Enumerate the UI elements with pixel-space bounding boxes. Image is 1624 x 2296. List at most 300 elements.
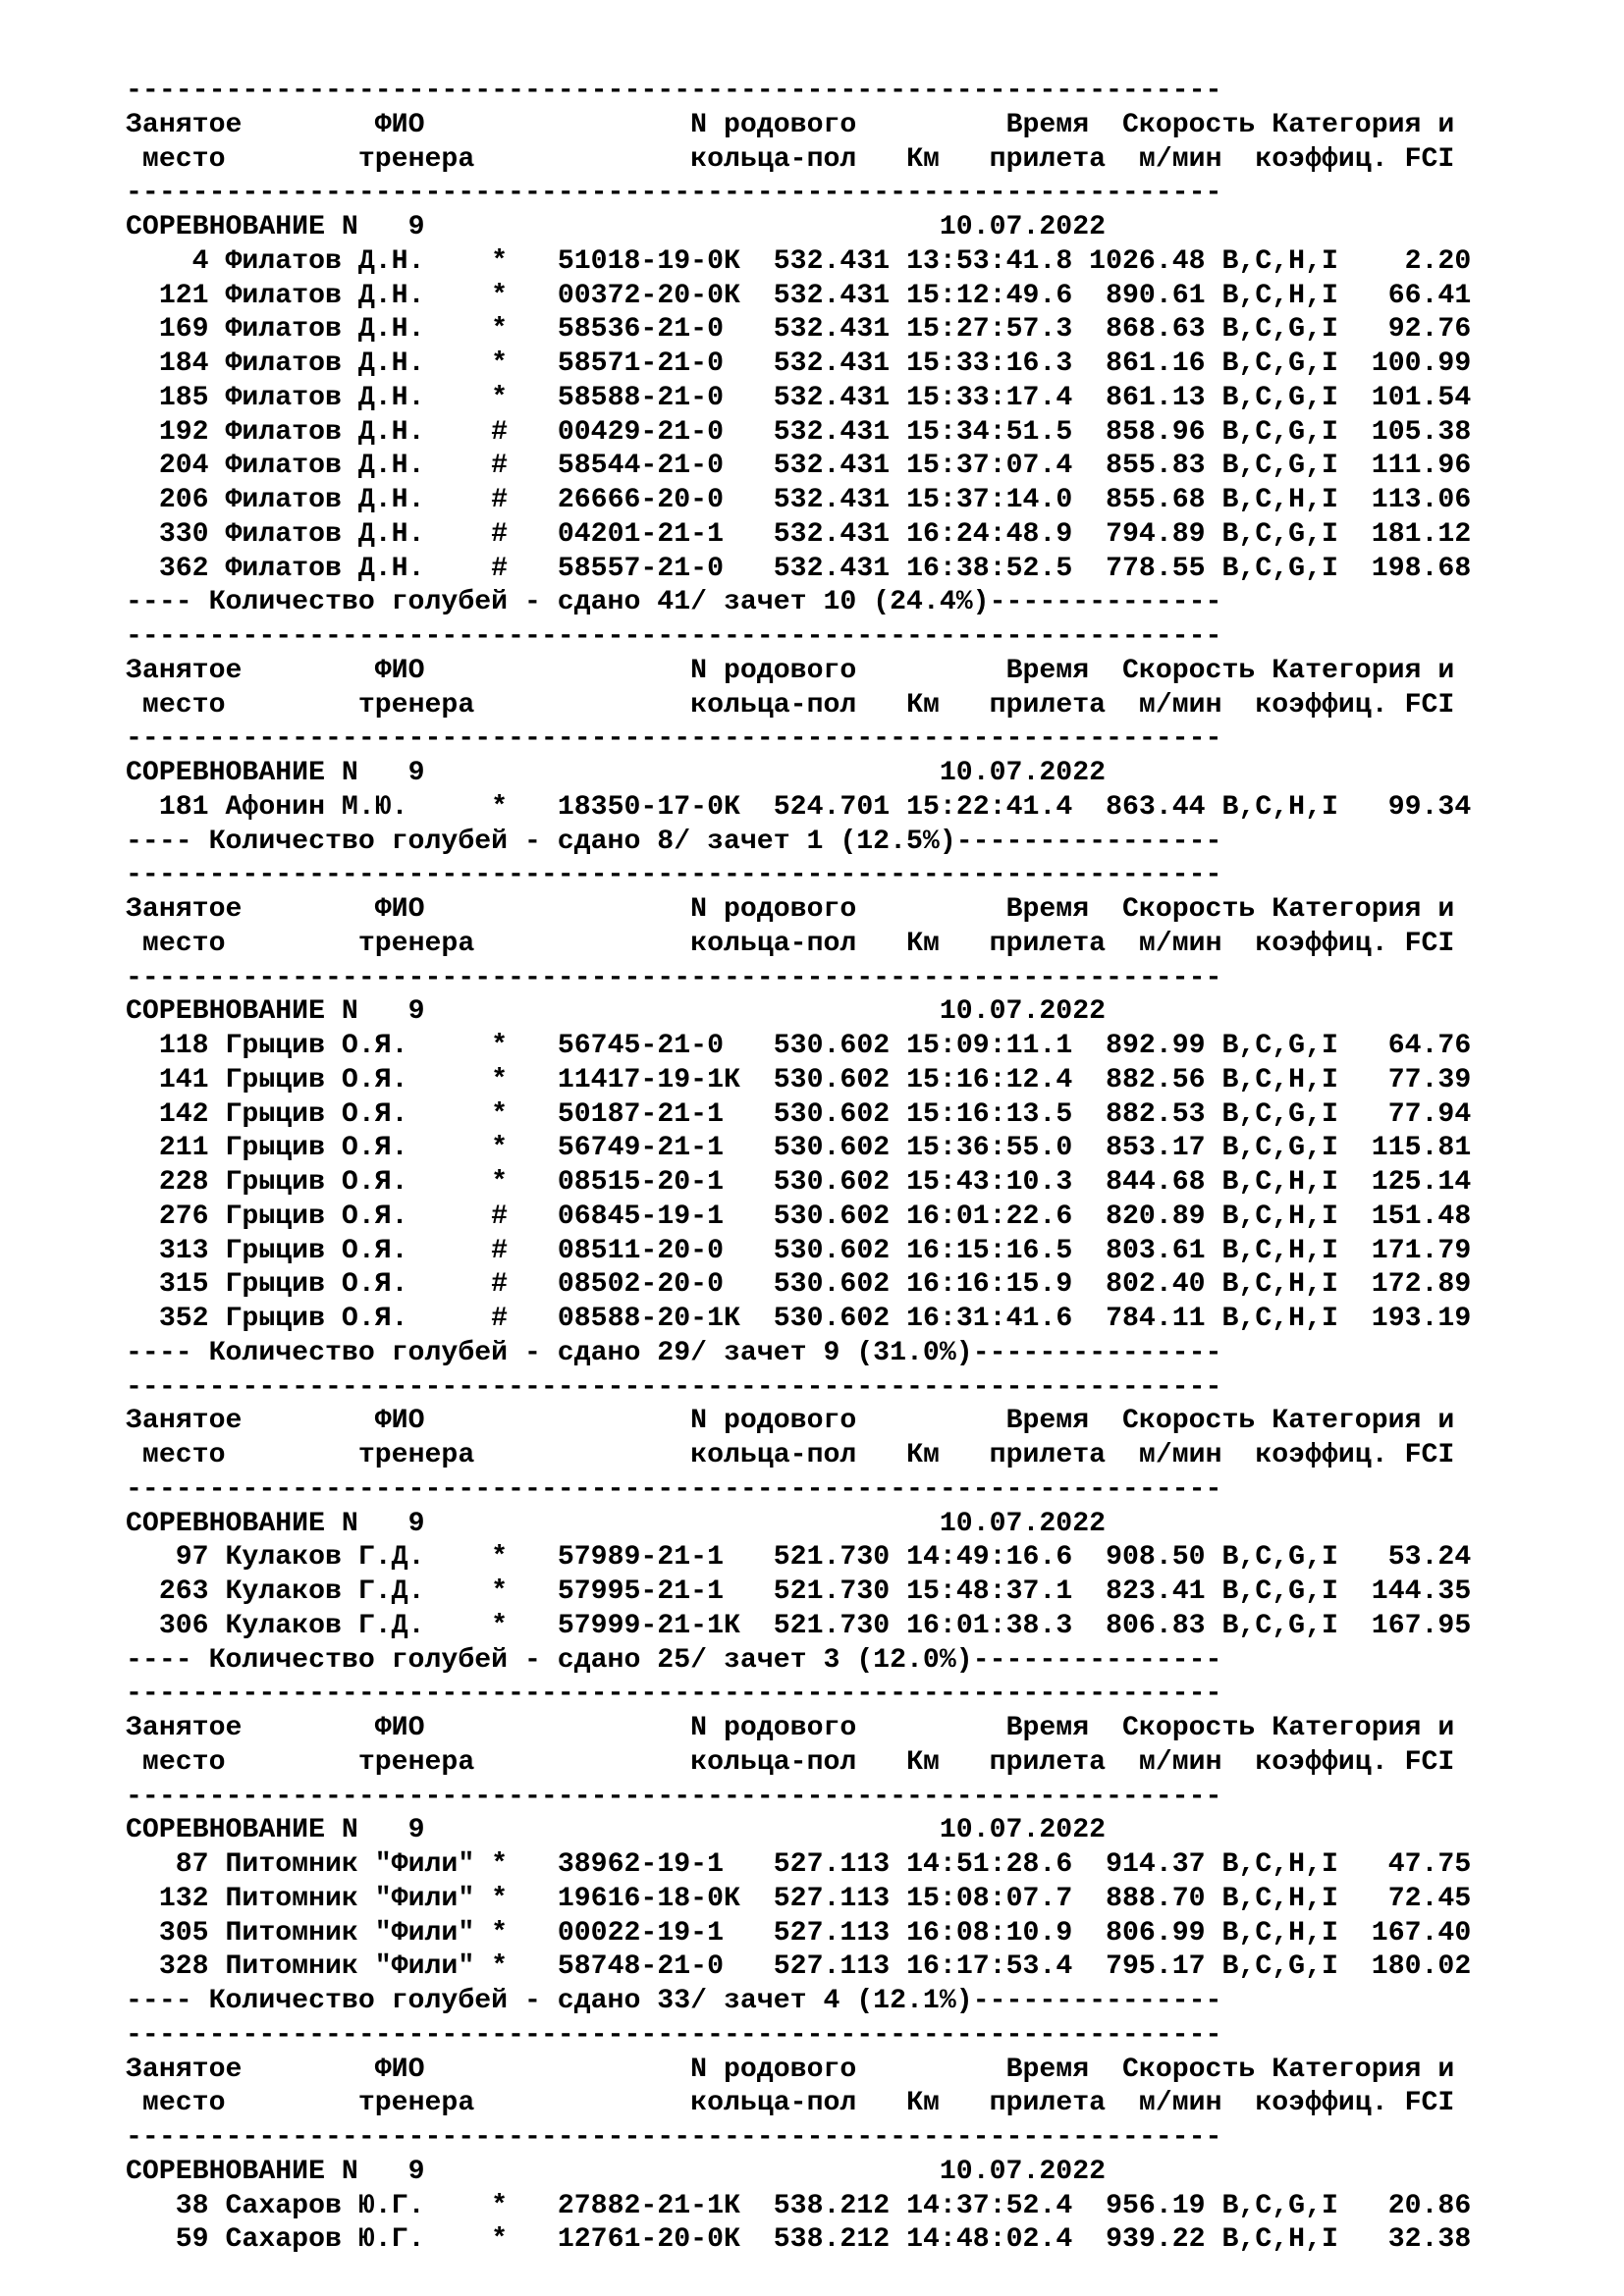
result-fci: 111.96 — [1354, 451, 1472, 482]
header-category: Категория и — [1272, 1406, 1455, 1437]
result-km: 530.602 — [773, 1031, 891, 1061]
header-category-2: коэффиц. — [1255, 143, 1388, 175]
result-category: B,C,H,I — [1221, 1304, 1338, 1334]
result-km: 532.431 — [773, 382, 891, 413]
result-time: 14:49:16.6 — [906, 1542, 1073, 1574]
result-place: 263 — [126, 1576, 209, 1607]
header-time-2: прилета — [989, 143, 1107, 175]
result-speed: 914.37 — [1089, 1849, 1206, 1880]
result-ring: 51018-19-0К — [557, 245, 740, 277]
result-category: B,C,G,I — [1221, 416, 1338, 448]
result-km: 527.113 — [773, 1883, 891, 1914]
result-trainer: Филатов Д.Н. — [225, 280, 492, 311]
result-time: 15:08:07.7 — [906, 1883, 1073, 1914]
result-category: B,C,G,I — [1221, 1576, 1338, 1607]
result-fci: 125.14 — [1354, 1167, 1472, 1198]
header-category-2: коэффиц. — [1255, 1746, 1388, 1778]
result-place: 204 — [126, 451, 209, 482]
column-header-row-2 — [126, 689, 1598, 723]
result-trainer: Филатов Д.Н. — [225, 314, 492, 346]
header-fci: FCI — [1404, 143, 1455, 175]
result-category: B,C,G,I — [1221, 2190, 1338, 2221]
result-speed: 863.44 — [1089, 791, 1206, 823]
separator-line: ------------------------------------------------------------------ — [126, 178, 1222, 209]
competition-number: 9 — [407, 1508, 425, 1539]
result-mark: * — [491, 1883, 509, 1914]
result-category: B,C,G,I — [1221, 1031, 1338, 1061]
result-mark: * — [491, 1951, 509, 1983]
result-row — [126, 450, 1598, 484]
result-mark: * — [491, 1167, 509, 1198]
header-place-2: место — [141, 1440, 226, 1470]
separator-line: ------------------------------------------------------------------ — [126, 1781, 1222, 1812]
result-fci: 77.39 — [1354, 1064, 1472, 1095]
column-header-row-1 — [126, 109, 1598, 143]
result-fci: 171.79 — [1354, 1235, 1472, 1266]
result-place: 330 — [126, 518, 209, 550]
result-speed: 802.40 — [1089, 1269, 1206, 1301]
header-fio-2: тренера — [357, 928, 475, 959]
summary-prefix: ---- Количество голубей - — [126, 826, 558, 857]
result-trainer: Питомник "Фили" — [225, 1917, 492, 1949]
result-category: B,C,H,I — [1221, 2224, 1338, 2256]
result-time: 15:16:13.5 — [906, 1098, 1073, 1130]
header-time-2: прилета — [989, 1440, 1107, 1470]
result-category: B,C,H,I — [1221, 485, 1338, 515]
result-speed: 858.96 — [1089, 416, 1206, 448]
result-fci: 47.75 — [1354, 1849, 1472, 1880]
header-time: Время — [1005, 2054, 1090, 2085]
result-trainer: Грыцив О.Я. — [225, 1304, 492, 1334]
result-row — [126, 416, 1598, 451]
summary-counts: сдано 41/ зачет 10 (24.4%) — [557, 587, 990, 618]
result-speed: 882.53 — [1089, 1098, 1206, 1130]
result-km: 532.431 — [773, 416, 891, 448]
result-speed: 939.22 — [1089, 2224, 1206, 2256]
header-time-2: прилета — [989, 689, 1107, 721]
result-fci: 167.40 — [1354, 1917, 1472, 1949]
result-trainer: Питомник "Фили" — [225, 1883, 492, 1914]
result-km: 530.602 — [773, 1133, 891, 1164]
result-fci: 77.94 — [1354, 1098, 1472, 1130]
result-time: 14:51:28.6 — [906, 1849, 1073, 1880]
result-trainer: Грыцив О.Я. — [225, 1064, 492, 1095]
summary-line — [126, 1985, 1598, 2019]
header-place: Занятое — [126, 109, 243, 140]
header-km: Км — [906, 1746, 940, 1778]
result-category: B,C,H,I — [1221, 791, 1338, 823]
result-row — [126, 1268, 1598, 1303]
result-trainer: Грыцив О.Я. — [225, 1031, 492, 1061]
competition-line — [126, 211, 1598, 245]
result-place: 305 — [126, 1917, 209, 1949]
separator-line: ------------------------------------------------------------------ — [126, 723, 1222, 755]
header-fci: FCI — [1404, 1746, 1455, 1778]
result-fci: 32.38 — [1354, 2224, 1472, 2256]
header-fio: ФИО — [374, 1406, 425, 1437]
result-speed: 892.99 — [1089, 1031, 1206, 1061]
result-time: 15:37:07.4 — [906, 451, 1073, 482]
header-category-2: коэффиц. — [1255, 2088, 1388, 2119]
result-speed: 806.83 — [1089, 1610, 1206, 1641]
result-fci: 72.45 — [1354, 1883, 1472, 1914]
header-ring: N родового — [690, 1713, 857, 1743]
result-ring: 58544-21-0 — [557, 451, 740, 482]
result-time: 16:16:15.9 — [906, 1269, 1073, 1301]
result-speed: 820.89 — [1089, 1201, 1206, 1232]
summary-counts: сдано 29/ зачет 9 (31.0%) — [557, 1337, 973, 1368]
result-time: 15:43:10.3 — [906, 1167, 1073, 1198]
result-time: 16:01:22.6 — [906, 1201, 1073, 1232]
competition-label: СОРЕВНОВАНИЕ N — [126, 2156, 358, 2187]
result-speed: 855.83 — [1089, 451, 1206, 482]
result-category: B,C,G,I — [1221, 451, 1338, 482]
summary-dashes: ---------------- — [955, 826, 1222, 857]
header-fci: FCI — [1404, 1440, 1455, 1470]
header-speed-2: м/мин — [1138, 2088, 1222, 2119]
result-km: 530.602 — [773, 1304, 891, 1334]
result-speed: 868.63 — [1089, 314, 1206, 346]
result-trainer: Сахаров Ю.Г. — [225, 2190, 492, 2221]
result-km: 532.431 — [773, 451, 891, 482]
result-ring: 18350-17-0К — [557, 791, 740, 823]
result-km: 532.431 — [773, 245, 891, 277]
header-ring-2: кольца-пол — [690, 1746, 857, 1778]
summary-line — [126, 1644, 1598, 1679]
result-speed: 853.17 — [1089, 1133, 1206, 1164]
result-time: 16:15:16.5 — [906, 1235, 1073, 1266]
result-speed: 956.19 — [1089, 2190, 1206, 2221]
separator-line: ------------------------------------------------------------------ — [126, 1679, 1222, 1710]
result-mark: * — [491, 1849, 509, 1880]
result-category: B,C,H,I — [1221, 1883, 1338, 1914]
result-category: B,C,H,I — [1221, 1167, 1338, 1198]
result-time: 15:27:57.3 — [906, 314, 1073, 346]
result-category: B,C,H,I — [1221, 1849, 1338, 1880]
result-time: 16:08:10.9 — [906, 1917, 1073, 1949]
result-trainer: Филатов Д.Н. — [225, 348, 492, 379]
summary-prefix: ---- Количество голубей - — [126, 1337, 558, 1368]
result-km: 532.431 — [773, 314, 891, 346]
header-speed: Скорость — [1121, 2054, 1256, 2085]
header-fio: ФИО — [374, 1713, 425, 1743]
separator-line: ------------------------------------------------------------------ — [126, 2122, 1222, 2153]
result-fci: 193.19 — [1354, 1304, 1472, 1334]
result-fci: 64.76 — [1354, 1031, 1472, 1061]
header-fio: ФИО — [374, 894, 425, 925]
result-speed: 861.16 — [1089, 348, 1206, 379]
result-km: 530.602 — [773, 1269, 891, 1301]
result-time: 15:34:51.5 — [906, 416, 1073, 448]
result-ring: 58571-21-0 — [557, 348, 740, 379]
result-km: 538.212 — [773, 2224, 891, 2256]
result-category: B,C,G,I — [1221, 518, 1338, 550]
result-fci: 113.06 — [1354, 485, 1472, 515]
competition-number: 9 — [407, 758, 425, 788]
result-mark: * — [491, 348, 509, 379]
result-speed: 888.70 — [1089, 1883, 1206, 1914]
summary-line — [126, 586, 1598, 620]
result-ring: 27882-21-1К — [557, 2190, 740, 2221]
result-place: 121 — [126, 280, 209, 311]
result-ring: 56749-21-1 — [557, 1133, 740, 1164]
result-mark: * — [491, 1576, 509, 1607]
result-mark: * — [491, 1917, 509, 1949]
competition-number: 9 — [407, 2156, 425, 2187]
result-category: B,C,H,I — [1221, 1917, 1338, 1949]
header-place-2: место — [141, 1746, 226, 1778]
header-time: Время — [1005, 1713, 1090, 1743]
result-trainer: Грыцив О.Я. — [225, 1167, 492, 1198]
result-category: B,C,G,I — [1221, 1098, 1338, 1130]
result-time: 16:24:48.9 — [906, 518, 1073, 550]
result-trainer: Филатов Д.Н. — [225, 416, 492, 448]
result-km: 532.431 — [773, 348, 891, 379]
result-row — [126, 1883, 1598, 1917]
result-ring: 08502-20-0 — [557, 1269, 740, 1301]
competition-line — [126, 2156, 1598, 2190]
result-place: 118 — [126, 1031, 209, 1061]
result-trainer: Сахаров Ю.Г. — [225, 2224, 492, 2256]
summary-counts: сдано 25/ зачет 3 (12.0%) — [557, 1644, 973, 1676]
result-speed: 806.99 — [1089, 1917, 1206, 1949]
result-ring: 08511-20-0 — [557, 1235, 740, 1266]
competition-line — [126, 1814, 1598, 1848]
results-document — [126, 75, 1598, 2258]
competition-label: СОРЕВНОВАНИЕ N — [126, 996, 358, 1028]
result-row — [126, 518, 1598, 553]
result-km: 527.113 — [773, 1951, 891, 1983]
header-km: Км — [906, 1440, 940, 1470]
result-fci: 66.41 — [1354, 280, 1472, 311]
header-category-2: коэффиц. — [1255, 1440, 1388, 1470]
result-row — [126, 347, 1598, 382]
result-fci: 92.76 — [1354, 314, 1472, 346]
column-header-row-1 — [126, 655, 1598, 689]
result-place: 276 — [126, 1201, 209, 1232]
result-row — [126, 1610, 1598, 1644]
result-mark: # — [491, 451, 509, 482]
header-km: Км — [906, 928, 940, 959]
result-place: 184 — [126, 348, 209, 379]
result-time: 16:01:38.3 — [906, 1610, 1073, 1641]
result-ring: 50187-21-1 — [557, 1098, 740, 1130]
competition-date: 10.07.2022 — [939, 758, 1107, 788]
header-speed-2: м/мин — [1138, 928, 1222, 959]
result-category: B,C,H,I — [1221, 1235, 1338, 1266]
header-fio: ФИО — [374, 109, 425, 140]
header-time-2: прилета — [989, 2088, 1107, 2119]
result-time: 15:09:11.1 — [906, 1031, 1073, 1061]
result-speed: 795.17 — [1089, 1951, 1206, 1983]
result-ring: 38962-19-1 — [557, 1849, 740, 1880]
header-fci: FCI — [1404, 2088, 1455, 2119]
result-time: 15:16:12.4 — [906, 1064, 1073, 1095]
result-km: 538.212 — [773, 2190, 891, 2221]
result-row — [126, 1575, 1598, 1610]
result-mark: # — [491, 485, 509, 515]
column-header-row-2 — [126, 143, 1598, 178]
result-category: B,C,G,I — [1221, 1951, 1338, 1983]
result-place: 211 — [126, 1133, 209, 1164]
summary-dashes: -------------- — [989, 587, 1222, 618]
result-mark: # — [491, 553, 509, 584]
header-category: Категория и — [1272, 2054, 1455, 2085]
result-fci: 167.95 — [1354, 1610, 1472, 1641]
result-km: 527.113 — [773, 1849, 891, 1880]
result-category: B,C,H,I — [1221, 1201, 1338, 1232]
result-time: 15:37:14.0 — [906, 485, 1073, 515]
result-trainer: Грыцив О.Я. — [225, 1201, 492, 1232]
result-fci: 144.35 — [1354, 1576, 1472, 1607]
header-ring: N родового — [690, 655, 857, 686]
header-fio: ФИО — [374, 2054, 425, 2085]
header-time: Время — [1005, 109, 1090, 140]
header-speed: Скорость — [1121, 1406, 1256, 1437]
column-header-row-2 — [126, 2087, 1598, 2121]
result-row — [126, 2190, 1598, 2224]
column-header-row-2 — [126, 1439, 1598, 1473]
result-ring: 00372-20-0К — [557, 280, 740, 311]
result-trainer: Филатов Д.Н. — [225, 553, 492, 584]
header-fio: ФИО — [374, 655, 425, 686]
result-trainer: Питомник "Фили" — [225, 1951, 492, 1983]
result-time: 15:12:49.6 — [906, 280, 1073, 311]
result-fci: 198.68 — [1354, 553, 1472, 584]
result-trainer: Филатов Д.Н. — [225, 451, 492, 482]
result-time: 15:22:41.4 — [906, 791, 1073, 823]
result-fci: 180.02 — [1354, 1951, 1472, 1983]
result-place: 228 — [126, 1167, 209, 1198]
result-row — [126, 1950, 1598, 1985]
competition-number: 9 — [407, 212, 425, 242]
header-fio-2: тренера — [357, 1746, 475, 1778]
result-trainer: Питомник "Фили" — [225, 1849, 492, 1880]
competition-date: 10.07.2022 — [939, 996, 1107, 1028]
header-category-2: коэффиц. — [1255, 928, 1388, 959]
result-row — [126, 1848, 1598, 1883]
result-place: 87 — [126, 1849, 209, 1880]
result-ring: 11417-19-1К — [557, 1064, 740, 1095]
result-trainer: Филатов Д.Н. — [225, 245, 492, 277]
result-category: B,C,G,I — [1221, 382, 1338, 413]
result-time: 14:37:52.4 — [906, 2190, 1073, 2221]
header-fio-2: тренера — [357, 143, 475, 175]
result-place: 313 — [126, 1235, 209, 1266]
result-trainer: Кулаков Г.Д. — [225, 1542, 492, 1574]
result-category: B,C,G,I — [1221, 553, 1338, 584]
result-speed: 890.61 — [1089, 280, 1206, 311]
result-fci: 181.12 — [1354, 518, 1472, 550]
result-place: 97 — [126, 1542, 209, 1574]
header-place-2: место — [141, 689, 226, 721]
result-mark: * — [491, 1064, 509, 1095]
result-row — [126, 313, 1598, 347]
result-time: 15:33:16.3 — [906, 348, 1073, 379]
result-ring: 56745-21-0 — [557, 1031, 740, 1061]
result-category: B,C,H,I — [1221, 280, 1338, 311]
result-category: B,C,G,I — [1221, 348, 1338, 379]
header-place: Занятое — [126, 2054, 243, 2085]
result-trainer: Грыцив О.Я. — [225, 1235, 492, 1266]
result-row — [126, 1541, 1598, 1575]
header-place: Занятое — [126, 894, 243, 925]
result-ring: 58588-21-0 — [557, 382, 740, 413]
result-km: 530.602 — [773, 1235, 891, 1266]
result-place: 4 — [126, 245, 209, 277]
result-row — [126, 1917, 1598, 1951]
result-ring: 58557-21-0 — [557, 553, 740, 584]
result-row — [126, 484, 1598, 518]
result-mark: * — [491, 245, 509, 277]
header-ring: N родового — [690, 2054, 857, 2085]
result-speed: 861.13 — [1089, 382, 1206, 413]
result-fci: 100.99 — [1354, 348, 1472, 379]
result-mark: * — [491, 1542, 509, 1574]
result-km: 532.431 — [773, 485, 891, 515]
result-place: 169 — [126, 314, 209, 346]
result-place: 352 — [126, 1304, 209, 1334]
header-fio-2: тренера — [357, 1440, 475, 1470]
result-km: 521.730 — [773, 1576, 891, 1607]
header-category: Категория и — [1272, 109, 1455, 140]
competition-date: 10.07.2022 — [939, 1815, 1107, 1846]
summary-counts: сдано 33/ зачет 4 (12.1%) — [557, 1986, 973, 2016]
result-time: 13:53:41.8 — [906, 245, 1073, 277]
result-row — [126, 1235, 1598, 1269]
result-mark: * — [491, 1098, 509, 1130]
summary-dashes: --------------- — [972, 1644, 1222, 1676]
result-row — [126, 2223, 1598, 2258]
header-ring-2: кольца-пол — [690, 2088, 857, 2119]
result-speed: 823.41 — [1089, 1576, 1206, 1607]
header-ring-2: кольца-пол — [690, 143, 857, 175]
result-mark: * — [491, 382, 509, 413]
separator-line: ------------------------------------------------------------------ — [126, 860, 1222, 891]
result-fci: 105.38 — [1354, 416, 1472, 448]
result-place: 142 — [126, 1098, 209, 1130]
result-km: 532.431 — [773, 553, 891, 584]
result-ring: 04201-21-1 — [557, 518, 740, 550]
result-mark: # — [491, 518, 509, 550]
header-speed: Скорость — [1121, 1713, 1256, 1743]
header-ring: N родового — [690, 1406, 857, 1437]
result-km: 532.431 — [773, 518, 891, 550]
result-row — [126, 1064, 1598, 1098]
separator-line: ------------------------------------------------------------------ — [126, 1473, 1222, 1505]
result-mark: # — [491, 416, 509, 448]
result-speed: 855.68 — [1089, 485, 1206, 515]
result-mark: * — [491, 314, 509, 346]
result-row — [126, 791, 1598, 826]
result-place: 306 — [126, 1610, 209, 1641]
header-ring-2: кольца-пол — [690, 928, 857, 959]
header-speed: Скорость — [1121, 655, 1256, 686]
separator-line: ------------------------------------------------------------------ — [126, 962, 1222, 993]
column-header-row-1 — [126, 1405, 1598, 1439]
competition-label: СОРЕВНОВАНИЕ N — [126, 212, 358, 242]
competition-line — [126, 1508, 1598, 1542]
competition-label: СОРЕВНОВАНИЕ N — [126, 1508, 358, 1539]
column-header-row-1 — [126, 893, 1598, 928]
result-row — [126, 1303, 1598, 1337]
result-trainer: Афонин М.Ю. — [225, 791, 492, 823]
result-row — [126, 1166, 1598, 1201]
result-km: 521.730 — [773, 1610, 891, 1641]
result-time: 16:38:52.5 — [906, 553, 1073, 584]
result-mark: # — [491, 1304, 509, 1334]
competition-label: СОРЕВНОВАНИЕ N — [126, 1815, 358, 1846]
